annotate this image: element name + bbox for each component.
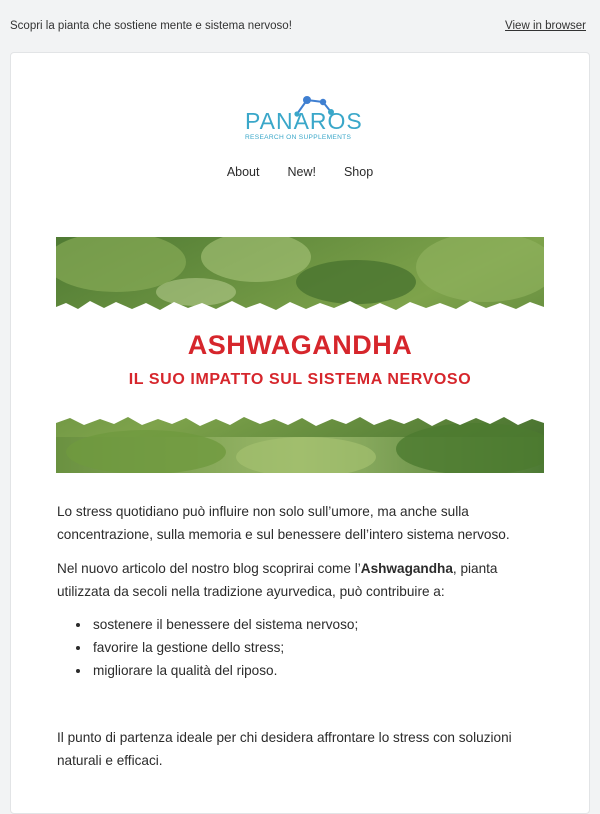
logo-tagline: RESEARCH ON SUPPLEMENTS (245, 134, 352, 141)
view-in-browser-link[interactable]: View in browser (505, 20, 586, 32)
nav-about[interactable]: About (226, 165, 260, 179)
nav-new[interactable]: New! (287, 165, 316, 179)
hero-subtitle: IL SUO IMPATTO SUL SISTEMA NERVOSO (128, 371, 472, 388)
article-paragraph (57, 557, 543, 603)
top-navigation (11, 165, 589, 179)
article-keyword: Ashwagandha (360, 561, 453, 576)
hero-banner[interactable] (56, 237, 544, 473)
intro-paragraph: Lo stress quotidiano può influire non solo sull’umore, ma anche sulla concentrazione, sulla memoria e sul benessere dell’intero sistema nervoso. (57, 504, 510, 542)
list-item: • favorire la gestione dello stress; (91, 636, 358, 659)
list-item: • sostenere il benessere del sistema nervoso; (91, 613, 358, 636)
email-card (10, 52, 590, 814)
benefits-list (57, 613, 358, 682)
preheader (0, 0, 600, 52)
brand-logo[interactable] (245, 88, 363, 140)
article-text-after: , pianta utilizzata da secoli nella tradizione ayurvedica, può contribuire a: (57, 561, 498, 599)
article-text-before: Nel nuovo articolo del nostro blog scoprirai come l’ (57, 561, 361, 576)
preheader-text: Scopri la pianta che sostiene mente e sistema nervoso! (10, 20, 292, 32)
hero-title: ASHWAGANDHA (187, 330, 413, 360)
list-item: • migliorare la qualità del riposo. (91, 659, 358, 682)
nav-shop[interactable]: Shop (343, 165, 374, 179)
closing-paragraph: Il punto di partenza ideale per chi desidera affrontare lo stress con soluzioni naturali e efficaci. (57, 730, 512, 768)
logo-wordmark: PANAROS (245, 108, 363, 134)
